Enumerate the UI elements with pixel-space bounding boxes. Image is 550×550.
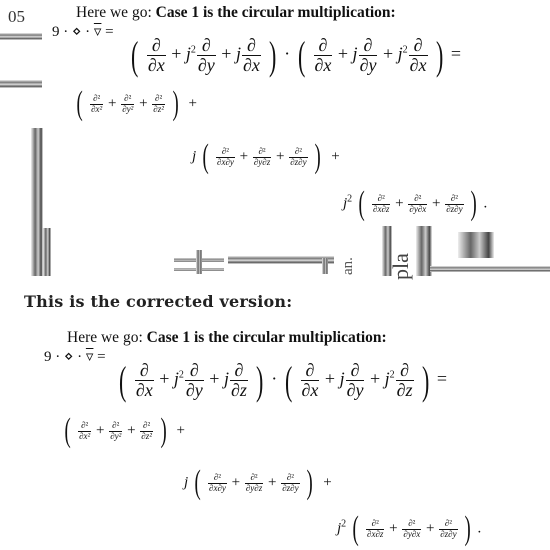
artifact-bar-2	[0, 80, 42, 88]
equation-top-line2: ( $\frac{\text{∂²}}{\text{∂x²}}$ + $\frac{\text{∂²}}{\text{∂y²}}$ + $\frac{\text{∂²}}{\text{∂z²}}$ ) +	[76, 85, 197, 122]
rotated-glyph-1: an.	[340, 257, 356, 275]
artifact-post-1	[196, 250, 202, 274]
artifact-post-2	[322, 258, 328, 274]
page-number: 05	[8, 7, 25, 26]
equation-top-line1: ( $\frac{\partial}{\partial x}$ + $j^2$ $\frac{\partial}{\partial y}$ + j $\frac{\partial}{\partial x}$ ) · ( $\frac{\partial}{\partial x}$ + j $\frac{\partial}{\partial y}$ + $j^2$ $\frac{\partial}{\partial x}$ ) =	[130, 33, 461, 78]
intro-bold-bottom: Case 1 is the circular multiplication:	[146, 329, 387, 346]
artifact-column-2	[43, 228, 51, 276]
artifact-strip-3	[228, 256, 334, 264]
lhs-top: 9 · ⋄ · ▿ =	[52, 24, 114, 40]
equation-bottom-line4: $j^2$ ( $\frac{\text{∂²}}{\partial x\partial z}$ + $\frac{\text{∂²}}{\partial y\partial x}$ + $\frac{\text{∂²}}{\partial z\partial y}$ ) .	[337, 510, 482, 547]
intro-prefix-top: Here we go:	[76, 4, 152, 21]
equation-bottom-line2: ( $\frac{\text{∂²}}{\text{∂x²}}$ + $\frac{\text{∂²}}{\text{∂y²}}$ + $\frac{\text{∂²}}{\text{∂z²}}$ ) +	[64, 412, 185, 449]
artifact-strip-4	[430, 266, 550, 272]
equation-bottom-line1: ( $\frac{\partial}{\partial x}$ + $j^2$ $\frac{\partial}{\partial y}$ + j $\frac{\partial}{\partial z}$ ) · ( $\frac{\partial}{\partial x}$ + j $\frac{\partial}{\partial y}$ + $j^2$ $\frac{\partial}{\partial z}$ ) =	[118, 358, 448, 403]
equation-bottom-line3: j ( $\frac{\text{∂²}}{\partial x\partial y}$ + $\frac{\text{∂²}}{\partial y\partial z}$ + $\frac{\text{∂²}}{\partial z\partial y}$ ) +	[184, 464, 332, 501]
artifact-post-5	[458, 232, 494, 258]
artifact-bar-1	[0, 33, 42, 40]
corrected-heading: This is the corrected version:	[24, 292, 293, 311]
intro-line-top	[76, 4, 396, 22]
lhs-number-bottom: 9	[44, 349, 52, 365]
intro-bold-top: Case 1 is the circular multiplication:	[155, 4, 396, 21]
lhs-bottom: 9 · ⋄ · ▿ =	[44, 349, 106, 365]
lhs-number: 9	[52, 24, 60, 40]
intro-prefix-bottom: Here we go:	[67, 329, 143, 346]
equation-top-line4: $j^2$ ( $\frac{\text{∂²}}{\partial x\partial z}$ + $\frac{\text{∂²}}{\partial y\partial x}$ + $\frac{\text{∂²}}{\partial z\partial y}$ ) .	[343, 185, 488, 222]
artifact-column-1	[31, 128, 43, 276]
rotated-glyph-2: pla	[388, 253, 413, 280]
intro-line-bottom	[67, 329, 387, 347]
equation-top-line3: j ( $\frac{\text{∂²}}{\partial x\partial y}$ + $\frac{\text{∂²}}{\partial y\partial z}$ + $\frac{\text{∂²}}{\partial z\partial y}$ ) +	[192, 138, 340, 175]
